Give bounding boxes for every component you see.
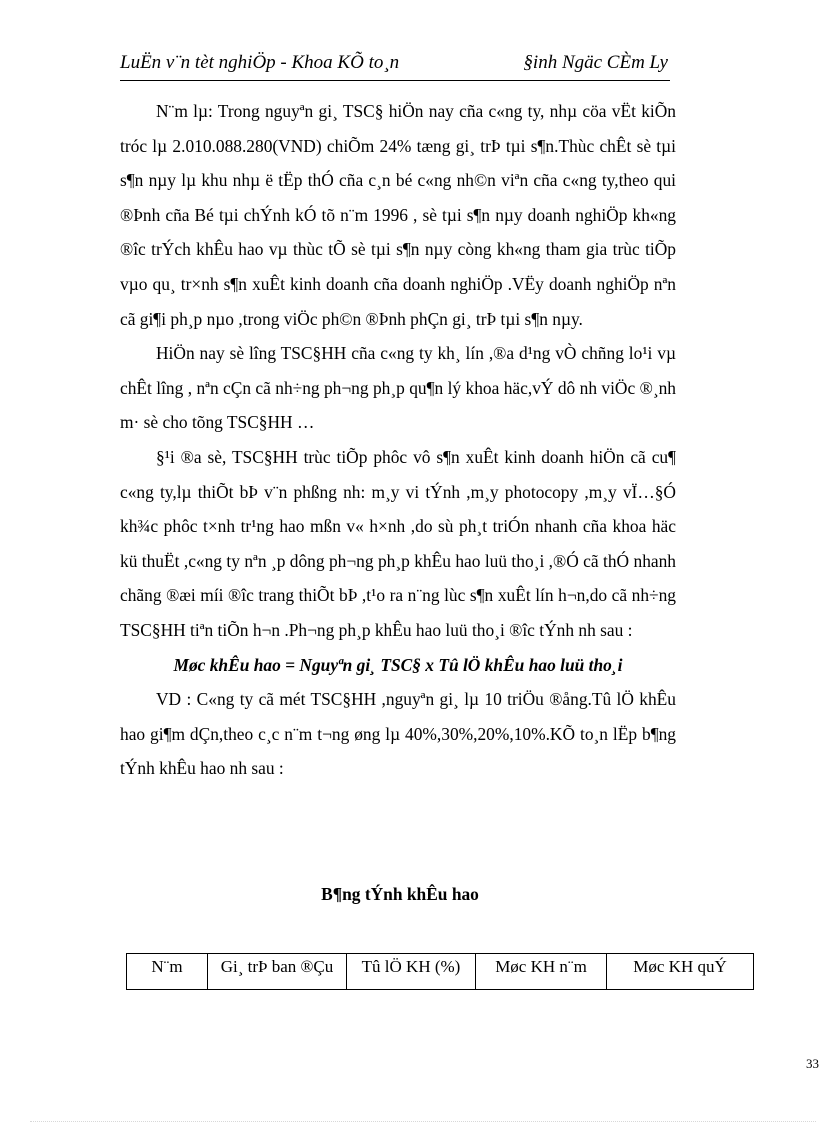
page-bottom-edge [30,1121,816,1122]
col-header-year: N¨m [127,954,208,990]
header-divider [120,80,670,81]
col-header-annual-depreciation: Møc KH n¨m [476,954,607,990]
body-text [120,94,676,786]
header-thesis-title: LuËn v¨n tèt nghiÖp - Khoa KÕ to¸n [120,52,400,73]
table-title: B¶ng tÝnh khÊu hao [321,884,479,904]
header-author: §inh Ngäc CÈm Ly [523,52,668,73]
depreciation-table [126,953,754,990]
paragraph-asset-note: N¨m lµ: Trong nguyªn gi¸ TSC§ hiÖn nay cña c«ng ty, nhµ cöa vËt kiÕn tróc lµ 2.010.088.280(VND) chiÕm 24% tæng gi¸ trÞ tµi s¶n.Thùc chÊt sè tµi s¶n nµy lµ khu nhµ ë tËp thÓ cña c¸n bé c«ng nh©n viªn cña c«ng ty,theo qui ®Þnh cña Bé tµi chÝnh kÓ tõ n¨m 1996 , sè tµi s¶n nµy doanh nghiÖp kh«ng ®îc trÝch khÊu hao vµ thùc tÕ sè tµi s¶n nµy còng kh«ng tham gia trùc tiÕp vµo qu¸ tr×nh s¶n xuÊt kinh doanh cña doanh nghiÖp .VËy doanh nghiÖp nªn cã gi¶i ph¸p nµo ,trong viÖc ph©n ®Þnh phÇn gi¸ trÞ tµi s¶n nµy. [120,101,676,329]
col-header-initial-value: Gi¸ trÞ ban ®Çu [208,954,347,990]
col-header-rate: Tû lÖ KH (%) [347,954,476,990]
col-header-quarterly-depreciation: Møc KH quÝ [607,954,754,990]
page-header [120,52,668,76]
paragraph-depreciation-method: §¹i ®a sè, TSC§HH trùc tiÕp phôc vô s¶n xuÊt kinh doanh hiÖn cã cu¶ c«ng ty,lµ thiÕt bÞ v¨n phßng nh: m¸y vi tÝnh ,m¸y photocopy ,m¸y vÏ…§Ó kh¾c phôc t×nh tr¹ng hao mßn v« h×nh ,do sù ph¸t triÓn nhanh cña khoa häc kü thuËt ,c«ng ty nªn ¸p dông ph¬ng ph¸p khÊu hao luü tho¸i ,®Ó cã thÓ nhanh chãng ®æi míi ®îc trang thiÕt bÞ ,t¹o ra n¨ng lùc s¶n xuÊt lín h¬n,do cã nh÷ng TSC§HH tiªn tiÕn h¬n .Ph¬ng ph¸p khÊu hao luü tho¸i ®îc tÝnh nh sau : [120,446,676,640]
table-header-row [127,954,754,990]
paragraph-example: VD : C«ng ty cã mét TSC§HH ,nguyªn gi¸ lµ 10 triÖu ®ång.Tû lÖ khÊu hao gi¶m dÇn,theo c¸c n¨m t¬ng øng lµ 40%,30%,20%,10%.KÕ to¸n lËp b¶ng tÝnh khÊu hao nh sau : [120,689,676,779]
paragraph-asset-management: HiÖn nay sè lîng TSC§HH cña c«ng ty kh¸ lín ,®a d¹ng vÒ chñng lo¹i vµ chÊt lîng , nªn cÇn cã nh÷ng ph¬ng ph¸p qu¶n lý khoa häc,vÝ dô nh viÖc ®¸nh m· sè cho tõng TSC§HH … [120,343,676,433]
depreciation-formula: Møc khÊu hao = Nguyªn gi¸ TSC§ x Tû lÖ khÊu hao luü tho¸i [173,654,623,675]
page-number: 33 [806,1056,819,1071]
